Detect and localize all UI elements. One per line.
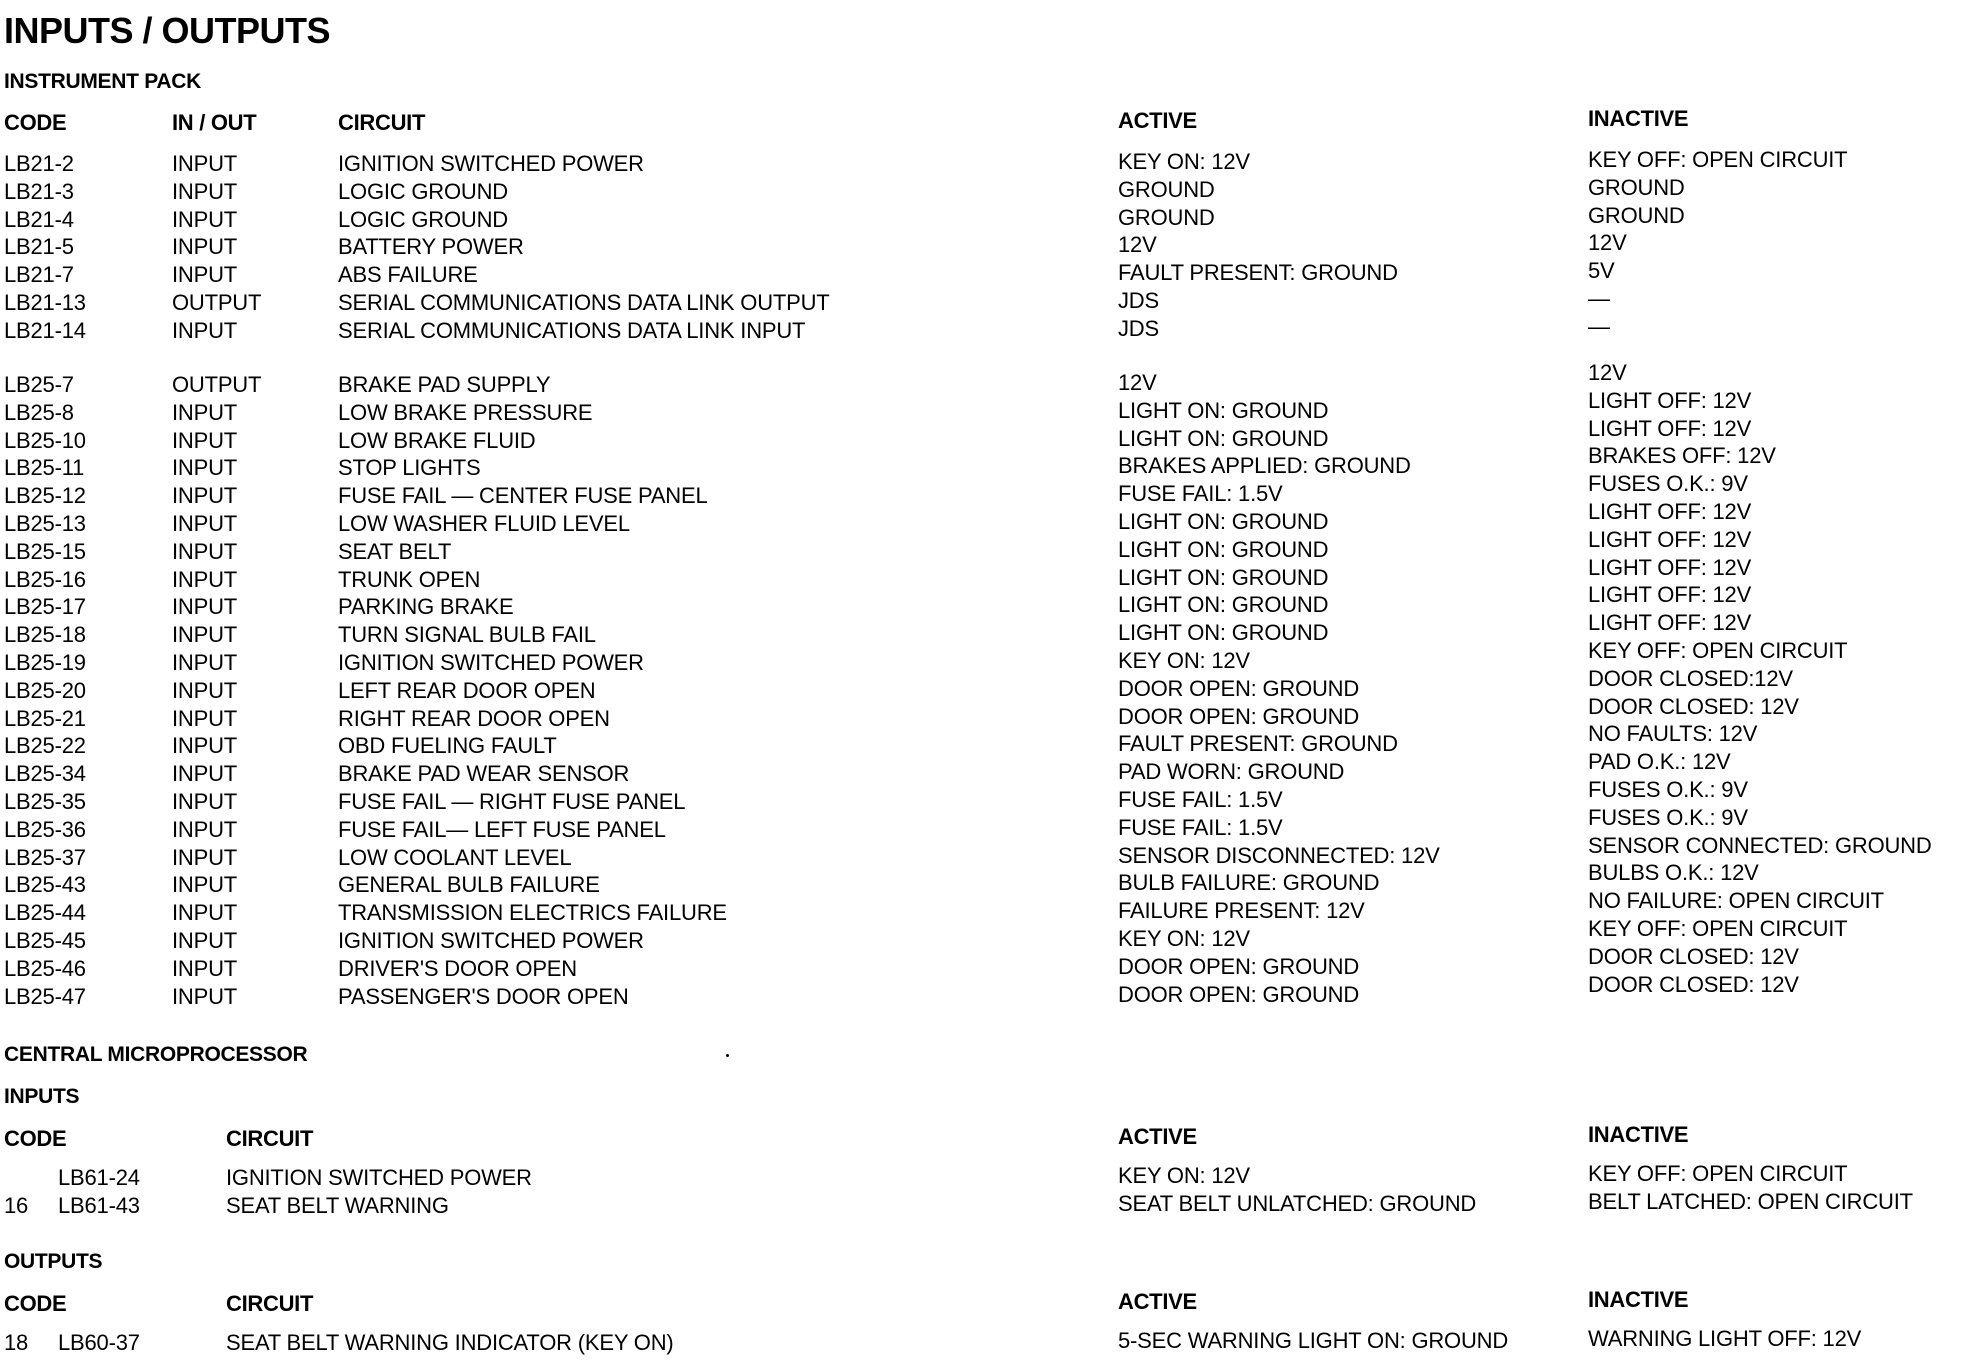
cell-code: LB21-5 — [4, 234, 74, 260]
cell-active: FUSE FAIL: 1.5V — [1118, 481, 1283, 507]
cell-inactive: DOOR CLOSED: 12V — [1588, 693, 1799, 719]
cell-active: KEY ON: 12V — [1118, 1163, 1250, 1188]
outputs-header-inactive: INACTIVE — [1588, 1287, 1689, 1312]
cell-code: LB25-11 — [4, 455, 85, 481]
cell-in-out: INPUT — [172, 178, 238, 204]
cell-code: LB25-21 — [4, 705, 86, 731]
cell-circuit: LOW COOLANT LEVEL — [338, 844, 572, 870]
cell-inactive: WARNING LIGHT OFF: 12V — [1588, 1326, 1862, 1351]
cell-active: BRAKES APPLIED: GROUND — [1118, 453, 1411, 479]
cell-inactive: LIGHT OFF: 12V — [1588, 387, 1752, 413]
section-heading-instrument-pack: INSTRUMENT PACK — [4, 70, 201, 93]
header-inactive: INACTIVE — [1588, 106, 1689, 131]
cell-active: FAULT PRESENT: GROUND — [1118, 731, 1398, 757]
cell-active: FAULT PRESENT: GROUND — [1118, 260, 1398, 286]
cell-circuit: IGNITION SWITCHED POWER — [338, 650, 644, 675]
cell-inactive: BULBS O.K.: 12V — [1588, 860, 1759, 886]
cell-code: LB21-13 — [4, 290, 86, 315]
cell-active: BULB FAILURE: GROUND — [1118, 870, 1380, 896]
cell-code: LB25-12 — [4, 483, 86, 509]
subsection-heading-outputs: OUTPUTS — [4, 1250, 103, 1273]
cell-code: LB25-7 — [4, 372, 74, 397]
cell-code: LB25-46 — [4, 955, 86, 981]
cell-circuit: TRANSMISSION ELECTRICS FAILURE — [338, 900, 727, 926]
cell-in-out: INPUT — [172, 789, 238, 814]
cell-inactive: FUSES O.K.: 9V — [1588, 471, 1748, 497]
cell-in-out: INPUT — [172, 872, 238, 898]
cell-inactive: NO FAILURE: OPEN CIRCUIT — [1588, 888, 1884, 914]
cell-active: 12V — [1118, 232, 1157, 258]
header-code: CODE — [4, 110, 67, 135]
cell-in-out: INPUT — [172, 816, 238, 842]
header-circuit: CIRCUIT — [338, 110, 426, 135]
cell-inactive: GROUND — [1588, 202, 1685, 228]
cell-code: LB25-17 — [4, 594, 86, 620]
cell-circuit: GENERAL BULB FAILURE — [338, 872, 600, 898]
cell-active: LIGHT ON: GROUND — [1118, 592, 1329, 618]
cell-inactive: LIGHT OFF: 12V — [1588, 415, 1752, 441]
cell-circuit: IGNITION SWITCHED POWER — [338, 151, 644, 176]
cell-in-out: INPUT — [172, 483, 238, 509]
cell-inactive: LIGHT OFF: 12V — [1588, 526, 1752, 552]
cell-inactive: KEY OFF: OPEN CIRCUIT — [1588, 638, 1848, 663]
cell-circuit: LOW BRAKE FLUID — [338, 427, 536, 453]
cell-code: LB25-10 — [4, 427, 86, 453]
cell-code: LB21-14 — [4, 317, 86, 343]
cell-circuit: SERIAL COMMUNICATIONS DATA LINK INPUT — [338, 317, 806, 343]
header-active: ACTIVE — [1118, 108, 1197, 133]
inputs-header-active: ACTIVE — [1118, 1124, 1197, 1149]
cell-inactive: DOOR CLOSED: 12V — [1588, 943, 1799, 969]
cell-active: LIGHT ON: GROUND — [1118, 509, 1329, 534]
cell-active: LIGHT ON: GROUND — [1118, 536, 1329, 562]
cell-code: LB21-3 — [4, 178, 74, 204]
cell-circuit: FUSE FAIL— LEFT FUSE PANEL — [338, 816, 666, 842]
cell-in-out: OUTPUT — [172, 290, 262, 315]
cell-in-out: INPUT — [172, 955, 238, 981]
cell-inactive: — — [1588, 313, 1610, 339]
cell-code: LB21-7 — [4, 262, 74, 288]
cell-inactive: LIGHT OFF: 12V — [1588, 499, 1752, 524]
cell-in-out: INPUT — [172, 427, 238, 453]
cell-active: LIGHT ON: GROUND — [1118, 425, 1329, 451]
cell-in-out: INPUT — [172, 455, 238, 481]
cell-circuit: RIGHT REAR DOOR OPEN — [338, 705, 610, 731]
cell-active: 12V — [1118, 370, 1157, 395]
cell-circuit: TRUNK OPEN — [338, 566, 481, 592]
cell-code: LB25-45 — [4, 928, 86, 953]
cell-active: JDS — [1118, 288, 1159, 313]
cell-inactive: FUSES O.K.: 9V — [1588, 804, 1748, 830]
outputs-header-active: ACTIVE — [1118, 1289, 1197, 1314]
cell-circuit: STOP LIGHTS — [338, 455, 481, 481]
cell-active: DOOR OPEN: GROUND — [1118, 703, 1360, 729]
cell-inactive: NO FAULTS: 12V — [1588, 721, 1758, 747]
cell-circuit: FUSE FAIL — CENTER FUSE PANEL — [338, 483, 708, 509]
cell-circuit: BRAKE PAD SUPPLY — [338, 372, 551, 397]
cell-code: LB25-43 — [4, 872, 86, 898]
cell-in-out: INPUT — [172, 650, 238, 675]
cell-inactive: 5V — [1588, 258, 1615, 284]
cell-in-out: INPUT — [172, 317, 238, 343]
cell-inactive: BELT LATCHED: OPEN CIRCUIT — [1588, 1188, 1913, 1214]
inputs-header-inactive: INACTIVE — [1588, 1122, 1689, 1147]
cell-in-out: INPUT — [172, 761, 238, 787]
cell-inactive: KEY OFF: OPEN CIRCUIT — [1588, 916, 1848, 941]
cell-code: LB25-35 — [4, 789, 86, 814]
cell-code: LB25-22 — [4, 733, 86, 759]
cell-in-out: INPUT — [172, 705, 238, 731]
cell-circuit: TURN SIGNAL BULB FAIL — [338, 622, 596, 648]
page-title: INPUTS / OUTPUTS — [4, 10, 331, 51]
cell-circuit: FUSE FAIL — RIGHT FUSE PANEL — [338, 789, 686, 814]
cell-circuit: SEAT BELT WARNING INDICATOR (KEY ON) — [226, 1330, 674, 1355]
cell-code: LB25-8 — [4, 399, 74, 425]
cell-in-out: INPUT — [172, 399, 238, 425]
cell-inactive: GROUND — [1588, 174, 1685, 200]
cell-in-out: INPUT — [172, 900, 238, 926]
cell-circuit: LEFT REAR DOOR OPEN — [338, 677, 596, 703]
cell-inactive: LIGHT OFF: 12V — [1588, 554, 1752, 580]
inputs-header-code: CODE — [4, 1126, 67, 1151]
cell-code: LB25-20 — [4, 677, 86, 703]
header-in-out: IN / OUT — [172, 110, 257, 135]
cell-in-out: INPUT — [172, 262, 238, 288]
cell-in-out: INPUT — [172, 677, 238, 703]
cell-active: KEY ON: 12V — [1118, 926, 1250, 951]
cell-active: KEY ON: 12V — [1118, 648, 1250, 673]
cell-code: LB60-37 — [58, 1330, 140, 1355]
cell-in-out: INPUT — [172, 511, 238, 536]
cell-in-out: INPUT — [172, 538, 238, 564]
outputs-header-code: CODE — [4, 1291, 67, 1316]
cell-in-out: INPUT — [172, 983, 238, 1009]
cell-inactive: PAD O.K.: 12V — [1588, 749, 1731, 775]
cell-code: LB25-37 — [4, 844, 86, 870]
cell-code: LB21-2 — [4, 151, 74, 176]
cell-inactive: KEY OFF: OPEN CIRCUIT — [1588, 147, 1848, 172]
cell-inactive: DOOR CLOSED:12V — [1588, 665, 1793, 691]
cell-active: GROUND — [1118, 204, 1215, 230]
cell-active: GROUND — [1118, 176, 1215, 202]
cell-code: LB25-19 — [4, 650, 86, 675]
cell-code: LB61-24 — [58, 1165, 140, 1190]
cell-code: LB25-44 — [4, 900, 86, 926]
cell-in-out: INPUT — [172, 206, 238, 232]
cell-circuit: IGNITION SWITCHED POWER — [226, 1165, 532, 1190]
cell-active: SEAT BELT UNLATCHED: GROUND — [1118, 1190, 1477, 1216]
cell-inactive: — — [1588, 286, 1610, 311]
cell-circuit: SERIAL COMMUNICATIONS DATA LINK OUTPUT — [338, 290, 830, 315]
cell-circuit: OBD FUELING FAULT — [338, 733, 557, 759]
cell-code: LB25-47 — [4, 983, 86, 1009]
cell-in-out: INPUT — [172, 844, 238, 870]
cell-circuit: PASSENGER'S DOOR OPEN — [338, 983, 629, 1009]
cell-active: FUSE FAIL: 1.5V — [1118, 814, 1283, 840]
cell-active: LIGHT ON: GROUND — [1118, 620, 1329, 646]
cell-code: LB25-16 — [4, 566, 86, 592]
cell-circuit: LOW WASHER FLUID LEVEL — [338, 511, 630, 536]
cell-in-out: INPUT — [172, 733, 238, 759]
cell-circuit: LOW BRAKE PRESSURE — [338, 399, 593, 425]
cell-circuit: BATTERY POWER — [338, 234, 524, 260]
cell-circuit: IGNITION SWITCHED POWER — [338, 928, 644, 953]
cell-in-out: INPUT — [172, 594, 238, 620]
cell-code: LB21-4 — [4, 206, 74, 232]
cell-active: DOOR OPEN: GROUND — [1118, 675, 1360, 701]
cell-circuit: DRIVER'S DOOR OPEN — [338, 955, 577, 981]
cell-ref-number: 16 — [4, 1192, 29, 1218]
cell-ref-number: 18 — [4, 1330, 29, 1355]
cell-active: PAD WORN: GROUND — [1118, 759, 1345, 785]
cell-inactive: LIGHT OFF: 12V — [1588, 582, 1752, 608]
cell-code: LB25-36 — [4, 816, 86, 842]
cell-in-out: OUTPUT — [172, 372, 262, 397]
cell-active: FAILURE PRESENT: 12V — [1118, 898, 1365, 924]
cell-circuit: LOGIC GROUND — [338, 206, 508, 232]
subsection-heading-inputs: INPUTS — [4, 1085, 80, 1108]
cell-active: SENSOR DISCONNECTED: 12V — [1118, 842, 1440, 868]
cell-inactive: BRAKES OFF: 12V — [1588, 443, 1776, 469]
cell-active: LIGHT ON: GROUND — [1118, 397, 1329, 423]
cell-active: JDS — [1118, 315, 1159, 341]
cell-active: DOOR OPEN: GROUND — [1118, 953, 1360, 979]
cell-inactive: FUSES O.K.: 9V — [1588, 777, 1748, 802]
cell-in-out: INPUT — [172, 622, 238, 648]
cell-circuit: ABS FAILURE — [338, 262, 478, 288]
cell-active: FUSE FAIL: 1.5V — [1118, 787, 1283, 812]
cell-code: LB61-43 — [58, 1192, 140, 1218]
cell-in-out: INPUT — [172, 151, 238, 176]
cell-code: LB25-34 — [4, 761, 86, 787]
cell-circuit: BRAKE PAD WEAR SENSOR — [338, 761, 630, 787]
cell-in-out: INPUT — [172, 566, 238, 592]
cell-in-out: INPUT — [172, 234, 238, 260]
cell-circuit: SEAT BELT — [338, 538, 452, 564]
cell-active: LIGHT ON: GROUND — [1118, 564, 1329, 590]
section-heading-central-microprocessor: CENTRAL MICROPROCESSOR — [4, 1043, 308, 1066]
cell-code: LB25-13 — [4, 511, 86, 536]
cell-active: DOOR OPEN: GROUND — [1118, 981, 1360, 1007]
cell-code: LB25-15 — [4, 538, 86, 564]
cell-active: KEY ON: 12V — [1118, 149, 1250, 174]
cell-circuit: SEAT BELT WARNING — [226, 1192, 449, 1218]
cell-code: LB25-18 — [4, 622, 86, 648]
cell-inactive: 12V — [1588, 230, 1627, 256]
cell-circuit: LOGIC GROUND — [338, 178, 508, 204]
cell-inactive: DOOR CLOSED: 12V — [1588, 971, 1799, 997]
outputs-header-circuit: CIRCUIT — [226, 1291, 314, 1316]
stray-dot — [726, 1054, 729, 1057]
cell-inactive: SENSOR CONNECTED: GROUND — [1588, 832, 1932, 858]
cell-in-out: INPUT — [172, 928, 238, 953]
inputs-header-circuit: CIRCUIT — [226, 1126, 314, 1151]
cell-circuit: PARKING BRAKE — [338, 594, 514, 620]
cell-inactive: KEY OFF: OPEN CIRCUIT — [1588, 1161, 1848, 1186]
cell-inactive: LIGHT OFF: 12V — [1588, 610, 1752, 636]
cell-active: 5-SEC WARNING LIGHT ON: GROUND — [1118, 1328, 1509, 1353]
cell-inactive: 12V — [1588, 360, 1627, 385]
